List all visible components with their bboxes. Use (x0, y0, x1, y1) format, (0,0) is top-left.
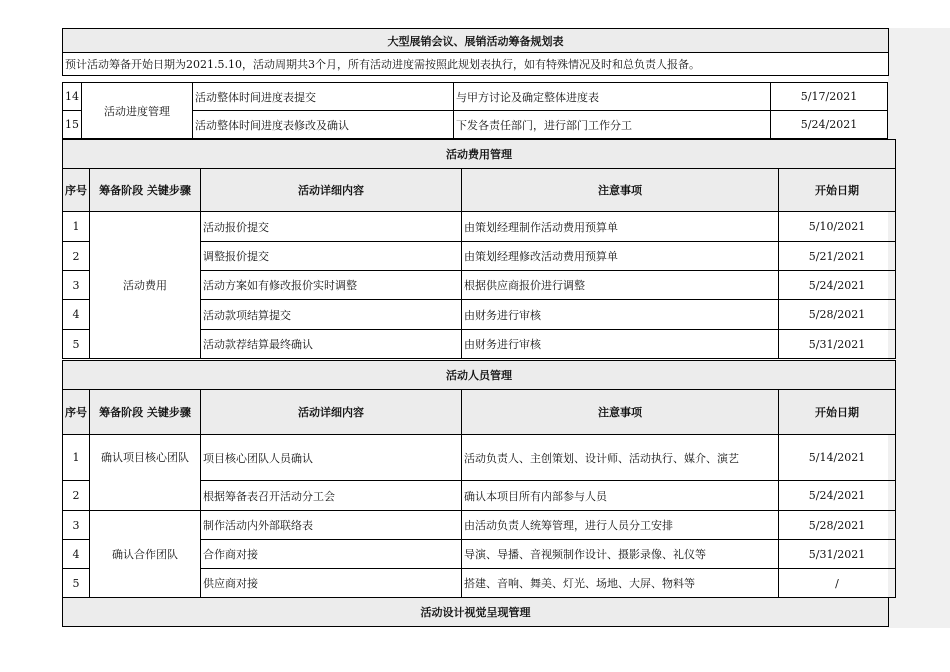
detail-cell: 调整报价提交 (201, 242, 462, 271)
detail-cell: 项目核心团队人员确认 (201, 435, 462, 481)
date-cell: 5/24/2021 (779, 481, 896, 511)
section-title: 活动费用管理 (63, 140, 896, 169)
note-cell: 由策划经理修改活动费用预算单 (462, 242, 779, 271)
note-cell: 根据供应商报价进行调整 (462, 271, 779, 300)
design-table (62, 597, 889, 627)
stage-cell: 活动费用 (90, 212, 201, 359)
note-cell: 由财务进行审核 (462, 330, 779, 359)
table-row (63, 435, 896, 481)
section-title: 活动设计视觉呈现管理 (63, 598, 889, 627)
row-number: 2 (63, 242, 90, 271)
row-number: 1 (63, 212, 90, 242)
note-cell: 由财务进行审核 (462, 300, 779, 330)
date-cell: 5/24/2021 (779, 271, 896, 300)
note-cell: 确认本项目所有内部参与人员 (462, 481, 779, 511)
row-number: 15 (63, 111, 82, 139)
date-cell: 5/28/2021 (779, 300, 896, 330)
row-number: 1 (63, 435, 90, 481)
detail-cell: 供应商对接 (201, 569, 462, 598)
row-number: 3 (63, 511, 90, 540)
date-cell: 5/21/2021 (779, 242, 896, 271)
header-number: 序号 (63, 390, 90, 435)
row-number: 4 (63, 300, 90, 330)
note-cell: 搭建、音响、舞美、灯光、场地、大屏、物料等 (462, 569, 779, 598)
note-cell: 由活动负责人统筹管理，进行人员分工安排 (462, 511, 779, 540)
row-number: 5 (63, 569, 90, 598)
intro-note: 预计活动筹备开始日期为2021.5.10，活动周期共3个月，所有活动进度需按照此规划表执行，如有特殊情况及时和总负责人报备。 (63, 53, 889, 76)
header-number: 序号 (63, 169, 90, 212)
table-row (63, 511, 896, 540)
row-number: 2 (63, 481, 90, 511)
sheet-title: 大型展销会议、展销活动筹备规划表 (63, 29, 889, 53)
stage-cell: 活动进度管理 (82, 83, 193, 139)
date-cell: 5/31/2021 (779, 330, 896, 359)
note-cell: 与甲方讨论及确定整体进度表 (454, 83, 771, 111)
row-number: 4 (63, 540, 90, 569)
detail-cell: 活动方案如有修改报价实时调整 (201, 271, 462, 300)
row-number: 5 (63, 330, 90, 359)
row-number: 3 (63, 271, 90, 300)
table-row (63, 212, 896, 242)
header-note: 注意事项 (462, 390, 779, 435)
detail-cell: 根据筹备表召开活动分工会 (201, 481, 462, 511)
margin-band (888, 28, 950, 628)
table-row (63, 83, 888, 111)
note-cell: 下发各责任部门，进行部门工作分工 (454, 111, 771, 139)
cost-table (62, 139, 896, 359)
date-cell: 5/14/2021 (779, 435, 896, 481)
date-cell: 5/10/2021 (779, 212, 896, 242)
header-stage: 筹备阶段 关键步骤 (90, 390, 201, 435)
header-date: 开始日期 (779, 390, 896, 435)
detail-cell: 活动整体时间进度表提交 (193, 83, 454, 111)
date-cell: 5/17/2021 (771, 83, 888, 111)
note-cell: 由策划经理制作活动费用预算单 (462, 212, 779, 242)
header-detail: 活动详细内容 (201, 390, 462, 435)
header-table (62, 28, 889, 76)
detail-cell: 活动款荐结算最终确认 (201, 330, 462, 359)
section-title: 活动人员管理 (63, 361, 896, 390)
note-cell: 活动负责人、主创策划、设计师、活动执行、媒介、演艺 (462, 435, 779, 481)
header-detail: 活动详细内容 (201, 169, 462, 212)
row-number: 14 (63, 83, 82, 111)
date-cell: 5/28/2021 (779, 511, 896, 540)
header-stage: 筹备阶段 关键步骤 (90, 169, 201, 212)
detail-cell: 合作商对接 (201, 540, 462, 569)
date-cell: 5/31/2021 (779, 540, 896, 569)
date-cell: / (779, 569, 896, 598)
stage-cell: 确认合作团队 (90, 511, 201, 598)
detail-cell: 制作活动内外部联络表 (201, 511, 462, 540)
detail-cell: 活动款项结算提交 (201, 300, 462, 330)
header-note: 注意事项 (462, 169, 779, 212)
header-date: 开始日期 (779, 169, 896, 212)
stage-cell: 确认项目核心团队 (90, 435, 201, 511)
detail-cell: 活动整体时间进度表修改及确认 (193, 111, 454, 139)
date-cell: 5/24/2021 (771, 111, 888, 139)
progress-table (62, 82, 888, 139)
note-cell: 导演、导播、音视频制作设计、摄影录像、礼仪等 (462, 540, 779, 569)
detail-cell: 活动报价提交 (201, 212, 462, 242)
staff-table (62, 360, 896, 598)
